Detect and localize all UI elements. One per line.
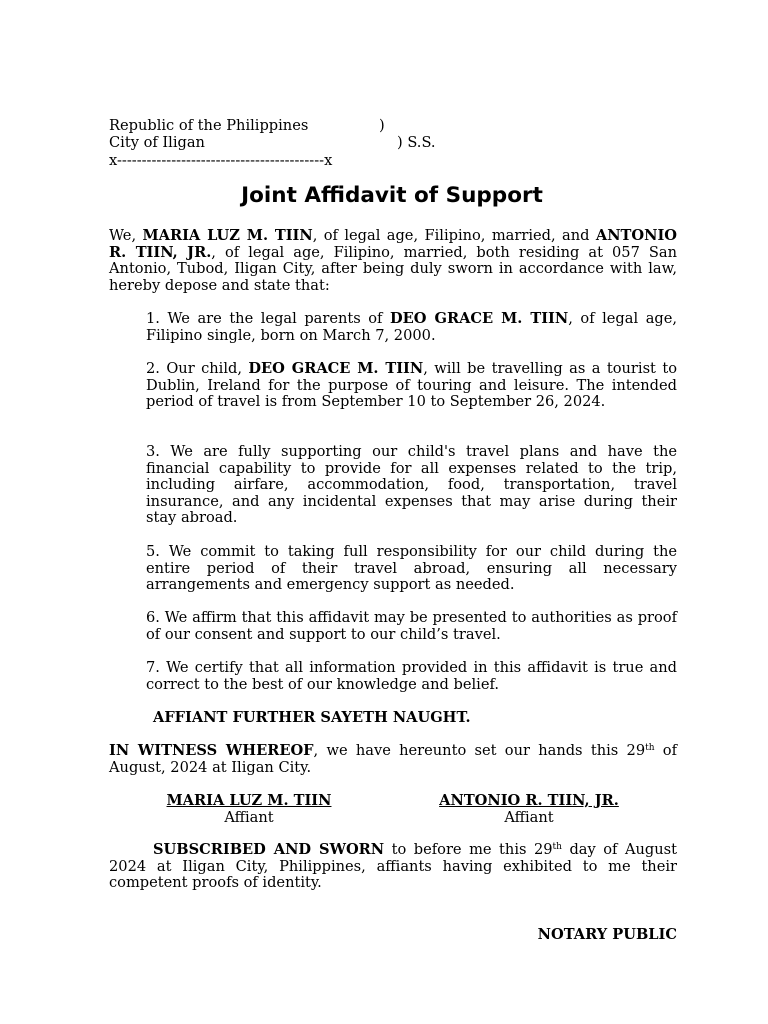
signature-block-1: [129, 793, 369, 826]
signatory-name: ANTONIO R. TIIN, JR.: [439, 792, 619, 809]
venue-bracket: ): [379, 117, 385, 134]
jurat-lead: SUBSCRIBED AND SWORN: [153, 841, 385, 858]
venue-caption: [109, 118, 469, 172]
signature-block-2: [409, 793, 649, 826]
intro-rest: , of legal age, Filipino, married, both residing at 057 San Antonio, Tubod, Iligan City, after being duly sworn in accordance with law, hereby depose and state that:: [109, 243, 678, 294]
statement-5: 5. We commit to taking full responsibility for our child during the entire period of their travel abroad, ensuring all necessary arrangements and emergency support as needed.: [146, 543, 677, 594]
jurat-text: to before me this 29: [384, 841, 553, 858]
document-title: Joint Affidavit of Support: [241, 183, 543, 208]
affiant-name-1: MARIA LUZ M. TIIN: [142, 227, 313, 244]
venue-divider: x------------------------------------------x: [109, 152, 333, 169]
signatory-role: Affiant: [504, 808, 554, 826]
statement-1: [146, 311, 677, 344]
venue-city: City of Iligan: [109, 134, 205, 151]
statement-6: 6. We affirm that this affidavit may be presented to authorities as proof of our consent and support to our child’s travel.: [146, 609, 677, 643]
venue-country: Republic of the Philippines: [109, 117, 309, 134]
statement-2: [146, 361, 677, 411]
statement-1-rest: , of legal age, Filipino single, born on March 7, 2000.: [146, 310, 678, 344]
notary-public-label: NOTARY PUBLIC: [537, 926, 677, 943]
statement-7: 7. We certify that all information provided in this affidavit is true and correct to the best of our knowledge and belief.: [146, 659, 677, 693]
ordinal-suffix: th: [552, 842, 562, 852]
signatory-name: MARIA LUZ M. TIIN: [166, 792, 332, 809]
statement-3: 3. We are fully supporting our child's travel plans and have the financial capability to provide for all expenses related to the trip, including airfare, accommodation, food, transportation, travel insurance, and any incidental expenses that may arise during their stay abroad.: [146, 443, 677, 527]
statement-2-prefix: 2. Our child,: [146, 360, 249, 377]
child-name: DEO GRACE M. TIIN: [248, 360, 424, 377]
intro-prefix: We,: [109, 227, 143, 244]
ordinal-suffix: th: [645, 743, 655, 753]
jurat-paragraph: [109, 842, 677, 892]
statement-2-rest: , will be travelling as a tourist to Dublin, Ireland for the purpose of touring and leisure. The intended period of travel is from September 10 to September 26, 2024.: [146, 360, 677, 411]
child-name: DEO GRACE M. TIIN: [390, 310, 569, 327]
witness-text: , we have hereunto set our hands this 29: [313, 742, 646, 759]
witness-lead: IN WITNESS WHEREOF: [109, 742, 314, 759]
intro-mid: , of legal age, Filipino, married, and: [312, 227, 596, 244]
intro-paragraph: [109, 228, 677, 294]
venue-ss: ) S.S.: [397, 134, 436, 151]
witness-paragraph: [109, 743, 677, 776]
statement-1-prefix: 1. We are the legal parents of: [146, 310, 391, 327]
affiant-name-2: ANTONIO R. TIIN, JR.: [109, 227, 677, 261]
witness-rest: of August, 2024 at Iligan City.: [109, 742, 677, 776]
closing-statement: AFFIANT FURTHER SAYETH NAUGHT.: [153, 709, 471, 726]
signatory-role: Affiant: [224, 808, 274, 826]
jurat-rest: day of August 2024 at Iligan City, Philippines, affiants having exhibited to me their competent proofs of identity.: [109, 841, 677, 892]
